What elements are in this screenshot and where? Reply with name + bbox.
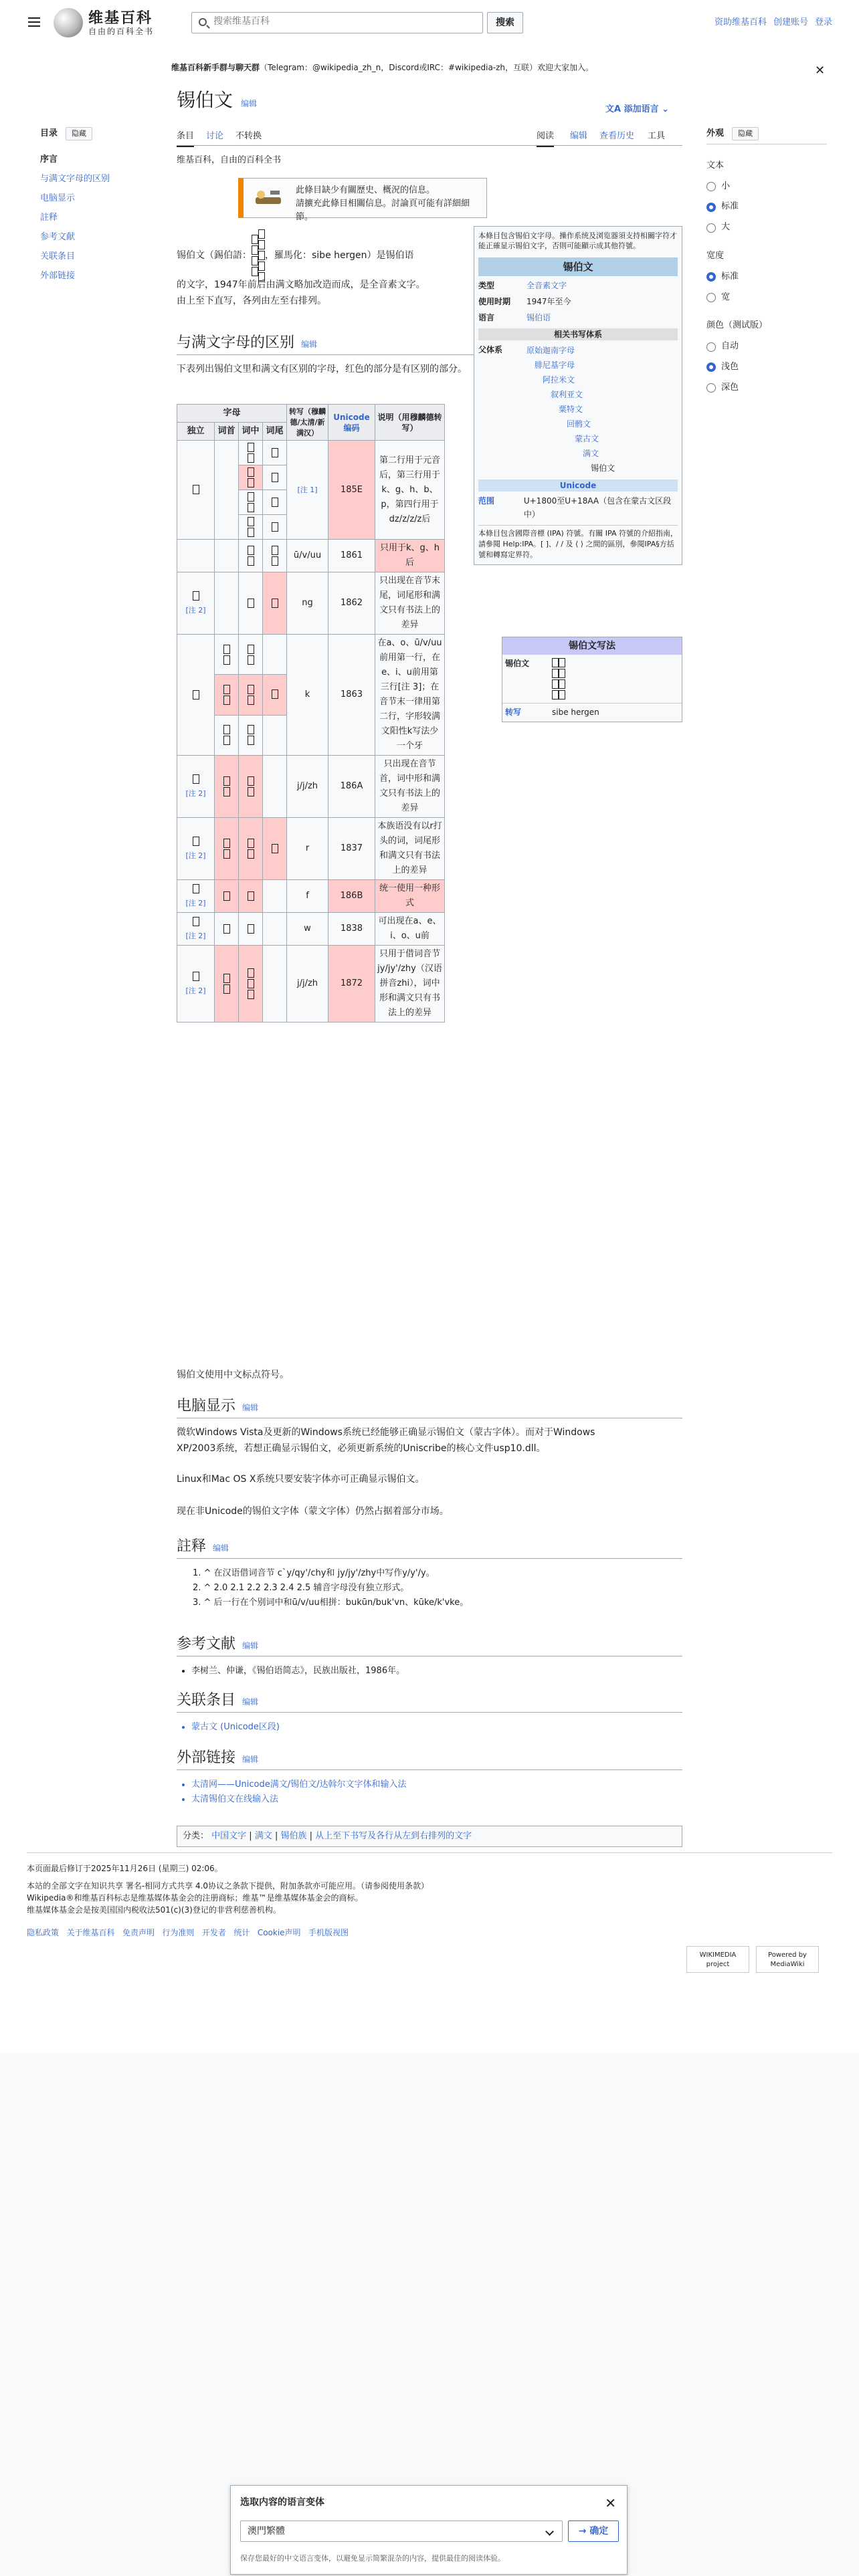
glyph-box xyxy=(223,924,230,934)
table-cell: 1872 xyxy=(328,946,375,1023)
sibe-script-glyph xyxy=(258,229,265,282)
add-language-button[interactable]: 文A 添加语言 ⌄ xyxy=(605,104,669,114)
glyph-box xyxy=(559,679,565,689)
writing-infobox-title: 锡伯文写法 xyxy=(502,637,682,655)
th-letter: 字母 xyxy=(177,405,287,423)
sibe-script-glyph xyxy=(252,234,258,277)
footer-link[interactable]: 免责声明 xyxy=(122,1928,155,1937)
lead-text-1b: ，羅馬化：sibe hergen）是锡伯语 xyxy=(265,250,414,261)
table-cell: 1861 xyxy=(328,540,375,572)
section-title: 参考文献 xyxy=(177,1636,236,1652)
table-cell: 1863 xyxy=(328,635,375,756)
tab-talk[interactable]: 讨论 xyxy=(206,131,224,141)
main-menu-icon[interactable] xyxy=(27,15,41,29)
appearance-title: 外观 xyxy=(706,128,725,138)
glyph-box xyxy=(193,591,199,601)
section-edit-link[interactable]: 编辑 xyxy=(301,340,318,349)
wikimedia-badge[interactable]: WIKIMEDIA project xyxy=(686,1946,749,1973)
footer-link[interactable]: 开发者 xyxy=(201,1928,226,1937)
glyph-box xyxy=(193,774,199,784)
category-link[interactable]: 中国文字 xyxy=(211,1831,247,1841)
login-link[interactable]: 登录 xyxy=(814,17,832,27)
color-label: 颜色（测试版） xyxy=(706,320,768,331)
dialog-note: 保存您最好的中文语言变体，以避免显示简繁混杂的内容，提供最佳的阅读体验。 xyxy=(240,2554,505,2563)
glyph-box xyxy=(193,972,199,981)
th-medial: 词中 xyxy=(239,423,263,441)
table-row xyxy=(177,880,445,913)
glyph-box xyxy=(248,492,254,502)
note-link[interactable]: [注 2] xyxy=(185,789,206,798)
glyph-box xyxy=(248,528,254,537)
glyph-box xyxy=(559,669,565,678)
table-cell: 1838 xyxy=(328,913,375,946)
logo-title: 维基百科 xyxy=(88,9,153,27)
glyph-box xyxy=(248,599,254,608)
table-cell: j/j/zh xyxy=(287,946,328,1023)
glyph-box xyxy=(258,240,265,249)
toc-item-external[interactable]: 外部链接 xyxy=(40,270,76,281)
toc-item-notes[interactable]: 註释 xyxy=(40,212,58,223)
script-family-tree xyxy=(527,343,615,475)
tree-item[interactable]: 阿拉米文 xyxy=(543,375,575,385)
external-list xyxy=(177,1778,406,1807)
ipa-note: 本條目包含國際音標 (IPA) 符號。有關 IPA 符號的介紹指南，請參閱 Help:IPA。[ ]、/ / 及 ⟨ ⟩ 之間的區別，參閱IPA§方括號和轉寫定界符。 xyxy=(478,525,678,560)
note-link[interactable]: [注 2] xyxy=(185,932,206,940)
table-row xyxy=(177,441,445,465)
close-icon[interactable]: ✕ xyxy=(815,64,826,78)
footer-link[interactable]: Cookie声明 xyxy=(257,1928,301,1937)
lead-text-1: 锡伯文（錫伯語： xyxy=(177,250,252,261)
glyph-box xyxy=(223,736,230,745)
appearance-panel xyxy=(706,127,827,395)
glyph-box xyxy=(248,695,254,705)
note-link[interactable]: [注 2] xyxy=(185,851,206,860)
categories-label: 分类： xyxy=(183,1831,209,1841)
glyph-box xyxy=(272,599,278,608)
glyph-box xyxy=(248,685,254,694)
infobox-title: 锡伯文 xyxy=(478,257,678,276)
glyph-box xyxy=(223,839,230,848)
table-row xyxy=(177,913,445,946)
section-title: 电脑显示 xyxy=(177,1398,236,1414)
glyph-box xyxy=(258,251,265,260)
toc-item-diff[interactable]: 与满文字母的区别 xyxy=(40,173,110,184)
wikipedia-globe-icon xyxy=(54,8,83,37)
lead-text-3: 由上至下直写，各列由左至右排列。 xyxy=(177,296,326,306)
glyph-box xyxy=(559,690,565,700)
glyph-box xyxy=(193,690,199,700)
footer-foundation: 维基媒体基金会是按美国国内税收法501(c)(3)登记的非营利慈善机构。 xyxy=(27,1905,281,1915)
notice-text: （Telegram：@wikipedia_zh_n，Discord或IRC：#wikipedia-zh，互联）欢迎大家加入。 xyxy=(260,63,594,72)
tab-tools[interactable]: 工具 xyxy=(648,131,666,141)
sibe-script-glyph xyxy=(559,657,565,700)
glyph-box xyxy=(272,522,278,532)
logo-subtitle: 自由的百科全书 xyxy=(88,27,155,36)
glyph-box xyxy=(258,261,265,271)
table-cell: 在a、o、ū/v/uu前用第一行，在e、i、u前用第三行[注 3]；在音节末一律用第二行，字形较满文阳性k写法少一个牙 xyxy=(375,635,445,756)
text-size-label: 文本 xyxy=(706,160,725,171)
site-notice xyxy=(171,62,680,74)
glyph-box xyxy=(252,245,258,255)
personal-tools xyxy=(708,16,832,30)
glyph-box xyxy=(248,990,254,999)
display-paragraph-1: 微软Windows Vista及更新的Windows系统已经能够正确显示锡伯文（蒙古字体）。而对于Windows xyxy=(177,1427,595,1438)
glyph-box xyxy=(272,844,278,853)
infobox-value[interactable]: 锡伯语 xyxy=(527,313,551,322)
tree-item: 锡伯文 xyxy=(591,463,615,473)
table-cell: 只出现在音节首，词中形和满文只有书法上的差异 xyxy=(375,756,445,818)
external-link[interactable]: • 太清网——Unicode满文/锡伯文/达斡尔文字体和输入法 xyxy=(191,1778,406,1792)
section-heading-related xyxy=(177,1691,682,1712)
glyph-box xyxy=(272,448,278,457)
footer-license: 本站的全部文字在知识共享 署名-相同方式共享 4.0协议之条款下提供，附加条款亦可能应用。（请参阅使用条款） xyxy=(27,1881,430,1891)
th-final: 词尾 xyxy=(263,423,287,441)
table-row: [注 2] ng 1862 只出现在音节末尾，词尾形和满文只有书法上的差异 xyxy=(177,572,445,635)
section-paragraph: 下表列出锡伯文里和满文有区别的字母，红色的部分是有区别的部分。 xyxy=(177,364,467,374)
dialog-title: 选取内容的语言变体 xyxy=(240,2497,324,2508)
toc-item-display[interactable]: 电脑显示 xyxy=(40,193,76,203)
display-paragraph-2: Linux和Mac OS X系统只要安装字体亦可正确显示锡伯文。 xyxy=(177,1474,425,1485)
glyph-box xyxy=(223,891,230,901)
category-link[interactable]: 锡伯族 xyxy=(280,1831,307,1841)
glyph-box xyxy=(252,235,258,244)
section-edit-link[interactable]: 编辑 xyxy=(242,1697,259,1707)
table-cell: w xyxy=(287,913,328,946)
section-title: 註释 xyxy=(177,1538,207,1555)
infobox-key: 类型 xyxy=(478,281,495,290)
glyph-box xyxy=(248,655,254,665)
section-heading-external xyxy=(177,1748,682,1769)
search-button[interactable]: 搜索 xyxy=(487,12,523,33)
toc-item-refs[interactable]: 参考文献 xyxy=(40,231,76,242)
table-cell: 统一使用一种形式 xyxy=(375,880,445,913)
width-wide[interactable]: 宽 xyxy=(706,291,827,305)
glyph-box xyxy=(272,556,278,566)
infobox-section[interactable]: Unicode xyxy=(478,479,678,492)
table-cell: 186A xyxy=(328,756,375,818)
color-light[interactable]: 浅色 xyxy=(706,360,827,374)
footer-links xyxy=(27,1927,832,1939)
search-box[interactable] xyxy=(191,12,483,33)
glyph-box xyxy=(248,645,254,654)
tab-read[interactable]: 阅读 xyxy=(537,130,554,147)
mediawiki-badge[interactable]: Powered by MediaWiki xyxy=(756,1946,819,1973)
glyph-box xyxy=(248,478,254,488)
glyph-box xyxy=(559,658,565,667)
infobox-key[interactable]: 转写 xyxy=(505,708,522,717)
th-transliteration: 转写（穆麟德/太清/新满汉） xyxy=(287,405,328,441)
glyph-box xyxy=(223,685,230,694)
sibe-script-glyph xyxy=(552,657,559,700)
table-row xyxy=(177,635,445,675)
tab-variant[interactable]: 不转换 xyxy=(235,131,262,141)
note-item: 3. ^ 后一行在个别词中和ū/v/uu相拼：bukūn/buk'vn、kūke/k'vke。 xyxy=(193,1598,469,1608)
width-standard[interactable]: 标准 xyxy=(706,270,827,284)
search-icon xyxy=(199,18,207,26)
footer-link[interactable]: 关于维基百科 xyxy=(66,1928,115,1937)
related-list xyxy=(177,1720,280,1735)
display-paragraph-3: 现在非Unicode的锡伯文字体（蒙文字体）仍然占据着部分市场。 xyxy=(177,1506,449,1517)
toc-item-intro[interactable]: 序言 xyxy=(40,154,58,165)
tree-item[interactable]: 原始迦南字母 xyxy=(527,346,575,355)
table-cell: k xyxy=(287,635,328,756)
section-edit-link[interactable]: 编辑 xyxy=(213,1543,229,1553)
glyph-box xyxy=(223,645,230,654)
table-cell: ū/v/uu xyxy=(287,540,328,572)
external-link[interactable]: • 太清锡伯文在线输入法 xyxy=(191,1792,406,1807)
note-link[interactable]: [注 2] xyxy=(185,986,206,995)
table-cell: 只用于借词音节jy/jy'/zhy（汉语拼音zhi），词中形和满文只有书法上的差异 xyxy=(375,946,445,1023)
variant-select[interactable]: 澳門繁體 xyxy=(240,2520,563,2542)
table-of-contents xyxy=(40,127,154,283)
table-row xyxy=(177,818,445,880)
glyph-box xyxy=(223,787,230,796)
glyph-box xyxy=(248,849,254,859)
letter-comparison-table xyxy=(177,404,445,1023)
glyph-box xyxy=(272,546,278,555)
references-list xyxy=(177,1664,405,1679)
glyph-box xyxy=(552,690,559,700)
glyph-box xyxy=(552,669,559,678)
glyph-box xyxy=(223,849,230,859)
glyph-box xyxy=(258,229,265,239)
glyph-box xyxy=(223,655,230,665)
width-label: 宽度 xyxy=(706,250,725,261)
infobox-value: U+1800至U+18AA（包含在蒙古文区段中） xyxy=(523,496,672,519)
table-cell: ng xyxy=(287,572,328,635)
table-cell: 185E xyxy=(328,441,375,540)
glyph-box xyxy=(552,658,559,667)
text-size-small[interactable]: 小 xyxy=(706,180,827,194)
table-row xyxy=(177,756,445,818)
display-paragraph-1b: XP/2003系统，若想正确显示锡伯文，必须更新系统的Uniscribe的核心文件usp10.dll。 xyxy=(177,1443,546,1454)
tab-edit[interactable]: 编辑 xyxy=(570,131,588,141)
hatnote-box xyxy=(238,178,487,222)
add-language-label: 添加语言 xyxy=(624,104,659,114)
th-unicode: Unicode编码 xyxy=(328,405,375,441)
glyph-box xyxy=(248,979,254,988)
tab-article[interactable]: 条目 xyxy=(177,130,194,147)
glyph-box xyxy=(248,725,254,734)
note-item: 2. ^ 2.0 2.1 2.2 2.3 2.4 2.5 辅音字母没有独立形式。 xyxy=(193,1583,409,1593)
glyph-box xyxy=(193,917,199,926)
tree-item[interactable]: 腓尼基字母 xyxy=(535,360,575,370)
toc-hide-button[interactable]: 隐藏 xyxy=(66,127,92,140)
site-sub: 维基百科，自由的百科全书 xyxy=(177,155,282,165)
glyph-box xyxy=(248,736,254,745)
category-link[interactable]: 从上至下书写及各行从左到右排列的文字 xyxy=(315,1831,472,1841)
section-heading-notes xyxy=(177,1537,682,1558)
tab-history[interactable]: 查看历史 xyxy=(599,131,635,141)
glyph-box xyxy=(248,968,254,978)
color-dark[interactable]: 深色 xyxy=(706,381,827,395)
site-logo[interactable] xyxy=(54,7,181,39)
table-cell: j/j/zh xyxy=(287,756,328,818)
infobox-key: 使用时期 xyxy=(478,297,511,306)
title-text: 锡伯文 xyxy=(177,89,233,111)
tree-item[interactable]: 粟特文 xyxy=(559,405,583,414)
related-item[interactable]: • 蒙古文 (Unicode区段) xyxy=(191,1720,280,1735)
glyph-box xyxy=(223,695,230,705)
table-cell: 可出现在a、e、i、o、u前 xyxy=(375,913,445,946)
create-account-link[interactable]: 创建账号 xyxy=(773,17,808,27)
section-edit-link[interactable]: 编辑 xyxy=(242,1403,259,1412)
table-cell: 1837 xyxy=(328,818,375,880)
confirm-button[interactable]: → 确定 xyxy=(568,2520,619,2542)
footer-link[interactable]: 统计 xyxy=(233,1928,250,1937)
writing-infobox xyxy=(502,637,682,722)
hatnote-line1: 此條目缺少有關歷史、概況的信息。 xyxy=(296,185,436,195)
expand-tools-icon xyxy=(253,185,284,212)
infobox-value: sibe hergen xyxy=(552,708,599,717)
tree-item[interactable]: 蒙古文 xyxy=(575,434,599,443)
table-cell: 只用于k、g、h后 xyxy=(375,540,445,572)
glyph-box xyxy=(193,884,199,893)
lead-paragraph xyxy=(177,229,464,282)
footer-lastmod: 本页面最后修订于2025年11月26日 (星期三) 02:06。 xyxy=(27,1864,223,1873)
section-edit-link[interactable]: 编辑 xyxy=(242,1641,259,1650)
th-initial: 词首 xyxy=(215,423,239,441)
glyph-box xyxy=(248,776,254,786)
site-header xyxy=(27,7,832,39)
language-variant-dialog xyxy=(230,2485,628,2575)
footer-link[interactable]: 行为准则 xyxy=(162,1928,195,1937)
glyph-box xyxy=(248,924,254,934)
glyph-box xyxy=(552,679,559,689)
hatnote-line2: 請擴充此條目相關信息。討論頁可能有詳細細節。 xyxy=(296,199,470,222)
table-cell: r xyxy=(287,818,328,880)
glyph-box xyxy=(248,503,254,512)
glyph-box xyxy=(223,984,230,994)
glyph-box xyxy=(223,974,230,983)
close-icon[interactable]: ✕ xyxy=(605,2495,616,2511)
glyph-box xyxy=(248,546,254,555)
infobox-note: 本條目包含锡伯文字母。操作系统及浏览器須支持相關字符才能正確显示锡伯文字，否則可能顯示成其他符號。 xyxy=(478,231,677,250)
title-edit-link[interactable]: 编辑 xyxy=(241,99,258,108)
infobox xyxy=(474,226,682,565)
glyph-box xyxy=(248,453,254,463)
table-cell: 第二行用于元音后，第三行用于k、g、h、b、p，第四行用于dz/z/z/z后 xyxy=(375,441,445,540)
glyph-box xyxy=(272,689,278,699)
th-description: 说明（用穆麟德转写） xyxy=(375,405,445,441)
notice-link[interactable]: 维基百科新手群与聊天群 xyxy=(171,63,260,72)
table-row xyxy=(177,946,445,1023)
glyph-box xyxy=(248,443,254,452)
table-row xyxy=(177,540,445,572)
section-title: 与满文字母的区别 xyxy=(177,334,295,351)
table-cell: 186B xyxy=(328,880,375,913)
footer-link[interactable]: 手机版视图 xyxy=(308,1928,349,1937)
th-isolated: 独立 xyxy=(177,423,215,441)
punctuation-note: 锡伯文使用中文标点符号。 xyxy=(177,1370,289,1380)
infobox-key: 语言 xyxy=(478,313,495,322)
glyph-box xyxy=(248,467,254,477)
color-auto[interactable]: 自动 xyxy=(706,340,827,354)
section-title: 外部链接 xyxy=(177,1749,236,1766)
glyph-box xyxy=(223,725,230,734)
toc-item-related[interactable]: 关联条目 xyxy=(40,251,76,261)
category-links: 分类： 中国文字 | 满文 | 锡伯族 | 从上至下书写及各行从左到右排列的文字 xyxy=(177,1826,682,1847)
table-cell[interactable]: [注 1] xyxy=(297,485,318,494)
infobox-section: 相关书写体系 xyxy=(478,328,678,340)
tree-item[interactable]: 回鹘文 xyxy=(567,419,591,429)
glyph-box xyxy=(252,256,258,265)
text-size-standard[interactable]: 标准 xyxy=(706,200,827,214)
glyph-box xyxy=(248,839,254,848)
section-edit-link[interactable]: 编辑 xyxy=(242,1755,259,1764)
glyph-box xyxy=(193,837,199,846)
footer-trademark: Wikipedia®和维基百科标志是维基媒体基金会的注册商标；维基™是维基媒体基金会的商标。 xyxy=(27,1893,363,1903)
glyph-box xyxy=(252,267,258,276)
glyph-box xyxy=(248,556,254,566)
appearance-hide-button[interactable]: 隐藏 xyxy=(732,127,759,140)
section-heading-refs xyxy=(177,1634,682,1656)
glyph-box xyxy=(248,787,254,796)
search-input[interactable] xyxy=(213,16,414,27)
infobox-key: 父体系 xyxy=(478,345,503,354)
glyph-box xyxy=(223,776,230,786)
table-cell: f xyxy=(287,880,328,913)
glyph-box xyxy=(272,473,278,482)
infobox-key: 锡伯文 xyxy=(505,659,530,668)
donate-link[interactable]: 资助维基百科 xyxy=(714,17,767,27)
notes-list xyxy=(193,1566,468,1610)
infobox-value: 1947年至今 xyxy=(527,297,571,306)
page-tabs xyxy=(177,130,682,146)
table-cell: 本族语没有以r打头的词，词尾形和满文只有书法上的差异 xyxy=(375,818,445,880)
category-link[interactable]: 满文 xyxy=(254,1831,272,1841)
table-cell: 1862 xyxy=(328,572,375,635)
section-title: 关联条目 xyxy=(177,1692,236,1709)
glyph-box xyxy=(248,891,254,901)
table-cell: 只出现在音节末尾，词尾形和满文只有书法上的差异 xyxy=(375,572,445,635)
note-item: 1. ^ 在汉语借词音节 c`y/qy'/chy和 jy/jy'/zhy中写作y/y'/y。 xyxy=(193,1568,435,1578)
toc-title: 目录 xyxy=(40,128,58,138)
glyph-box xyxy=(248,517,254,526)
glyph-box xyxy=(272,498,278,507)
note-link[interactable]: [注 2] xyxy=(185,899,206,907)
text-size-large[interactable]: 大 xyxy=(706,221,827,235)
page-footer xyxy=(27,1852,832,1939)
infobox-key[interactable]: 范围 xyxy=(478,496,495,506)
tree-item[interactable]: 满文 xyxy=(583,449,599,458)
glyph-box xyxy=(193,485,199,494)
infobox-value[interactable]: 全音素文字 xyxy=(527,281,567,290)
lead-text-2: 的文字，1947年前后由满文略加改造而成，是全音素文字。 xyxy=(177,280,425,290)
tree-item[interactable]: 叙利亚文 xyxy=(551,390,583,399)
section-heading-display xyxy=(177,1396,682,1418)
footer-link[interactable]: 隐私政策 xyxy=(27,1928,60,1937)
reference-item: • 李树兰、仲谦，《锡伯语简志》，民族出版社，1986年。 xyxy=(191,1664,405,1679)
